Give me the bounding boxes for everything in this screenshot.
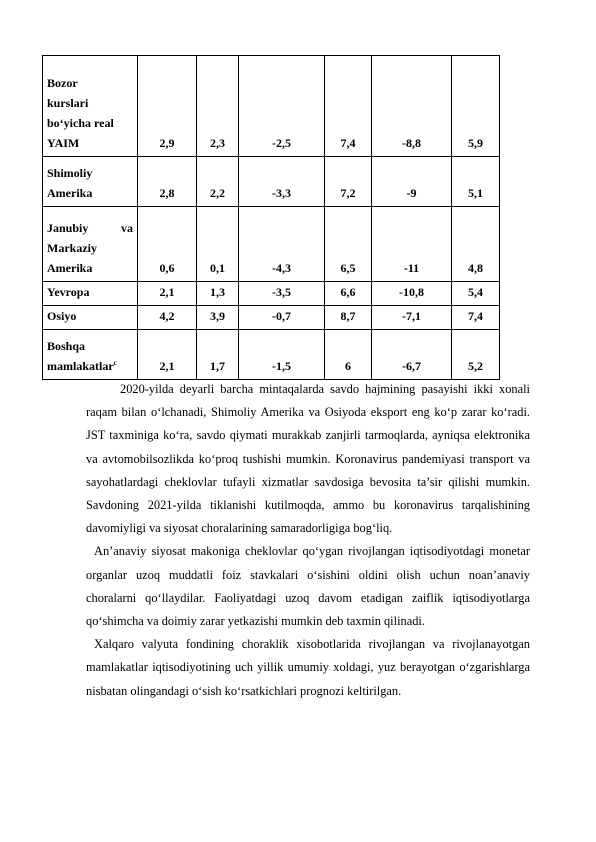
value-cell: -9 — [372, 157, 452, 207]
row-label — [43, 282, 138, 306]
table-row — [43, 157, 500, 207]
value-cell: 2,8 — [138, 157, 197, 207]
value-cell: 5,2 — [452, 330, 500, 380]
row-label-line: Boshqa — [47, 339, 86, 353]
row-label — [43, 157, 138, 207]
table-row — [43, 330, 500, 380]
table-row — [43, 56, 500, 157]
row-label-line: Bozor — [47, 76, 78, 90]
row-label-line: Amerika — [47, 261, 93, 275]
value-cell: 1,7 — [197, 330, 239, 380]
row-label — [43, 306, 138, 330]
value-cell: -7,1 — [372, 306, 452, 330]
value-cell: -2,5 — [239, 56, 325, 157]
value-cell: 5,9 — [452, 56, 500, 157]
paragraph-imf-forecast: Xalqaro valyuta fondining choraklik xisobotlarida rivojlangan va rivojlanayotgan mamlakatlar iqtisodiyotining uch yillik umumiy xoldagi, yuz berayotgan o‘zgarishlarga nisbatan olingandagi o‘sish ko‘rsatkichlari prognozi keltirilgan. — [86, 637, 530, 698]
value-cell: 1,3 — [197, 282, 239, 306]
row-label-line: mamlakatlar$^c$ — [47, 359, 117, 373]
value-cell: -1,5 — [239, 330, 325, 380]
value-cell: 3,9 — [197, 306, 239, 330]
value-cell: 0,1 — [197, 207, 239, 282]
value-cell: 4,8 — [452, 207, 500, 282]
row-label — [43, 56, 138, 157]
value-cell: -10,8 — [372, 282, 452, 306]
value-cell: -6,7 — [372, 330, 452, 380]
value-cell: 6,6 — [325, 282, 372, 306]
row-label-line: Markaziy — [47, 241, 97, 255]
table-row — [43, 282, 500, 306]
value-cell: 2,9 — [138, 56, 197, 157]
value-cell: 4,2 — [138, 306, 197, 330]
value-cell: 6 — [325, 330, 372, 380]
value-cell: 7,4 — [452, 306, 500, 330]
paragraph-trade-decline: 2020-yilda deyarli barcha mintaqalarda savdo hajmining pasayishi ikki xonali raqam bilan o‘lchanadi, Shimoliy Amerika va Osiyoda eksport eng ko‘p zarar ko‘radi. JST taxminiga ko‘ra, savdo qiymati murakkab zanjirli tarmoqlarda, ayniqsa elektronika va avtomobilsozlikda ko‘proq tushishi mumkin. Koronavirus pandemiyasi transport va sayohatlardagi cheklovlar tufayli xizmatlar savdosiga bevosita ta’sir qilishi mumkin. Savdoning 2021-yilda tiklanishi kutilmoqda, ammo bu koronavirus tarqalishining davomiyligi va siyosat choralarining samaradorligiga bog‘liq. — [86, 382, 530, 536]
table-row — [43, 306, 500, 330]
row-label — [43, 330, 138, 380]
row-label-line: Janubiy va — [47, 221, 133, 235]
value-cell: -4,3 — [239, 207, 325, 282]
value-cell: 8,7 — [325, 306, 372, 330]
value-cell: -3,5 — [239, 282, 325, 306]
row-label-line: kurslari — [47, 96, 89, 110]
value-cell: 7,2 — [325, 157, 372, 207]
value-cell: 2,2 — [197, 157, 239, 207]
table-body — [43, 56, 500, 380]
value-cell: -3,3 — [239, 157, 325, 207]
row-label-line: bo‘yicha real — [47, 116, 114, 130]
row-label-line: Shimoliy — [47, 166, 93, 180]
body-text — [86, 378, 530, 703]
row-label-line: Osiyo — [47, 309, 77, 323]
value-cell: 2,1 — [138, 330, 197, 380]
value-cell: 7,4 — [325, 56, 372, 157]
value-cell: 5,4 — [452, 282, 500, 306]
value-cell: 2,3 — [197, 56, 239, 157]
value-cell: 0,6 — [138, 207, 197, 282]
table-row — [43, 207, 500, 282]
row-label — [43, 207, 138, 282]
value-cell: 6,5 — [325, 207, 372, 282]
gdp-growth-table — [42, 55, 500, 380]
footnote-marker: c — [113, 359, 117, 367]
value-cell: 2,1 — [138, 282, 197, 306]
row-label-line: YAIM — [47, 136, 80, 150]
value-cell: -0,7 — [239, 306, 325, 330]
paragraph-monetary-policy: An’anaviy siyosat makoniga cheklovlar qo‘ygan rivojlangan iqtisodiyotdagi monetar organlar uzoq muddatli foiz stavkalari o‘sishini oldini olish uchun noan’anaviy choralarni qo‘llaydilar. Faoliyatdagi uzoq davom etadigan zaiflik iqtisodiyotlarga qo‘shimcha va doimiy zarar yetkazishi mumkin deb taxmin qilinadi. — [86, 544, 530, 629]
value-cell: -11 — [372, 207, 452, 282]
row-label-line: Yevropa — [47, 285, 90, 299]
row-label-line: Amerika — [47, 186, 93, 200]
value-cell: 5,1 — [452, 157, 500, 207]
value-cell: -8,8 — [372, 56, 452, 157]
